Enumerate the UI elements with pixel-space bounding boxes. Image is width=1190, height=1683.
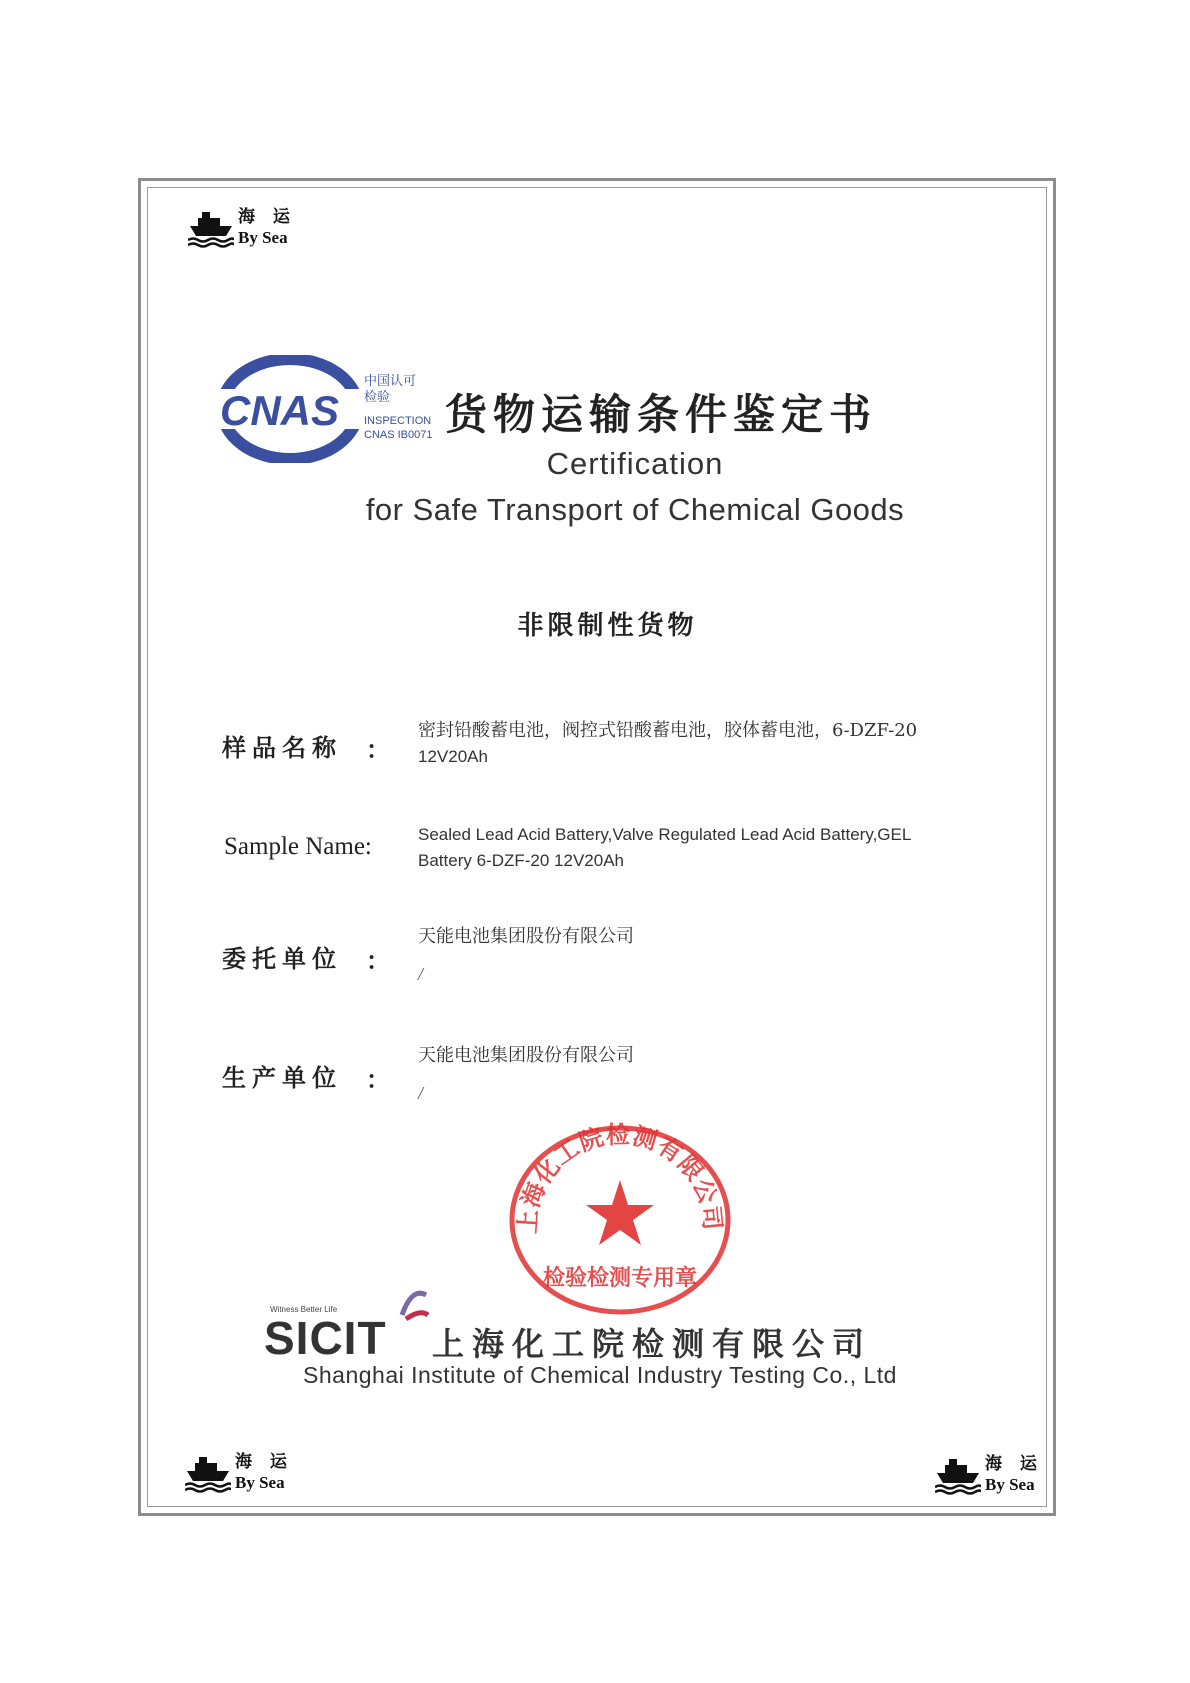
title-en-line2: for Safe Transport of Chemical Goods — [365, 492, 905, 527]
manufacturer-value: 天能电池集团股份有限公司 — [418, 1045, 634, 1066]
issuer-cn: 上海化工院检测有限公司 — [432, 1325, 873, 1363]
by-sea-en: By Sea — [985, 1475, 1035, 1494]
colon: ： — [366, 1065, 390, 1094]
ship-icon — [185, 1453, 231, 1493]
cnas-logo-text: CNAS — [220, 387, 340, 434]
by-sea-cn: 海 运 — [235, 1452, 293, 1473]
cnas-cn-text2: 检验 — [364, 390, 391, 405]
by-sea-badge-top-left — [188, 208, 296, 248]
by-sea-badge-bottom-right — [935, 1455, 1043, 1495]
by-sea-cn: 海 运 — [238, 207, 296, 228]
official-seal — [505, 1120, 735, 1315]
cargo-category: 非限制性货物 — [517, 611, 698, 641]
swirl-icon — [392, 1285, 432, 1325]
sample-name-cn-label: 样品名称 — [222, 733, 342, 762]
sample-name-en-value — [418, 822, 978, 874]
issuer-tagline: Witness Better Life — [270, 1305, 338, 1314]
by-sea-en: By Sea — [235, 1473, 285, 1492]
issuer-en: Shanghai Institute of Chemical Industry Testing Co., Ltd — [303, 1362, 897, 1388]
by-sea-en: By Sea — [238, 228, 288, 247]
client-slash: / — [418, 964, 424, 984]
issuer-logo: SICIT — [264, 1312, 387, 1364]
colon: ： — [366, 946, 390, 975]
client-value: 天能电池集团股份有限公司 — [418, 926, 634, 947]
manufacturer-slash: / — [418, 1083, 424, 1103]
sample-name-en-value-line2: Battery 6-DZF-20 12V20Ah — [418, 851, 624, 870]
sample-name-en-label: Sample Name: — [224, 833, 372, 860]
seal-ring-text: 上海化工院检测有限公司 — [512, 1120, 728, 1235]
ship-icon — [188, 208, 234, 248]
sample-name-cn-value-line1: 密封铅酸蓄电池，阀控式铅酸蓄电池，胶体蓄电池，6-DZF-20 — [418, 720, 918, 741]
cnas-code: CNAS IB0071 — [364, 429, 433, 441]
title-en-line1: Certification — [546, 446, 724, 481]
cnas-cn-text: 中国认可 — [364, 374, 417, 389]
colon: ： — [366, 735, 390, 764]
sample-name-cn-value-line2: 12V20Ah — [418, 747, 488, 766]
manufacturer-label: 生产单位 — [222, 1063, 342, 1092]
sample-name-cn-value — [418, 718, 978, 770]
by-sea-badge-bottom-left — [185, 1453, 293, 1493]
client-label: 委托单位 — [222, 944, 342, 973]
star-icon — [586, 1180, 654, 1245]
by-sea-cn: 海 运 — [985, 1454, 1043, 1475]
seal-bottom-text: 检验检测专用章 — [542, 1265, 698, 1291]
ship-icon — [935, 1455, 981, 1495]
cnas-en-text: INSPECTION — [364, 415, 432, 427]
sample-name-en-value-line1: Sealed Lead Acid Battery,Valve Regulated Lead Acid Battery,GEL — [418, 825, 912, 844]
title-cn: 货物运输条件鉴定书 — [445, 390, 878, 439]
